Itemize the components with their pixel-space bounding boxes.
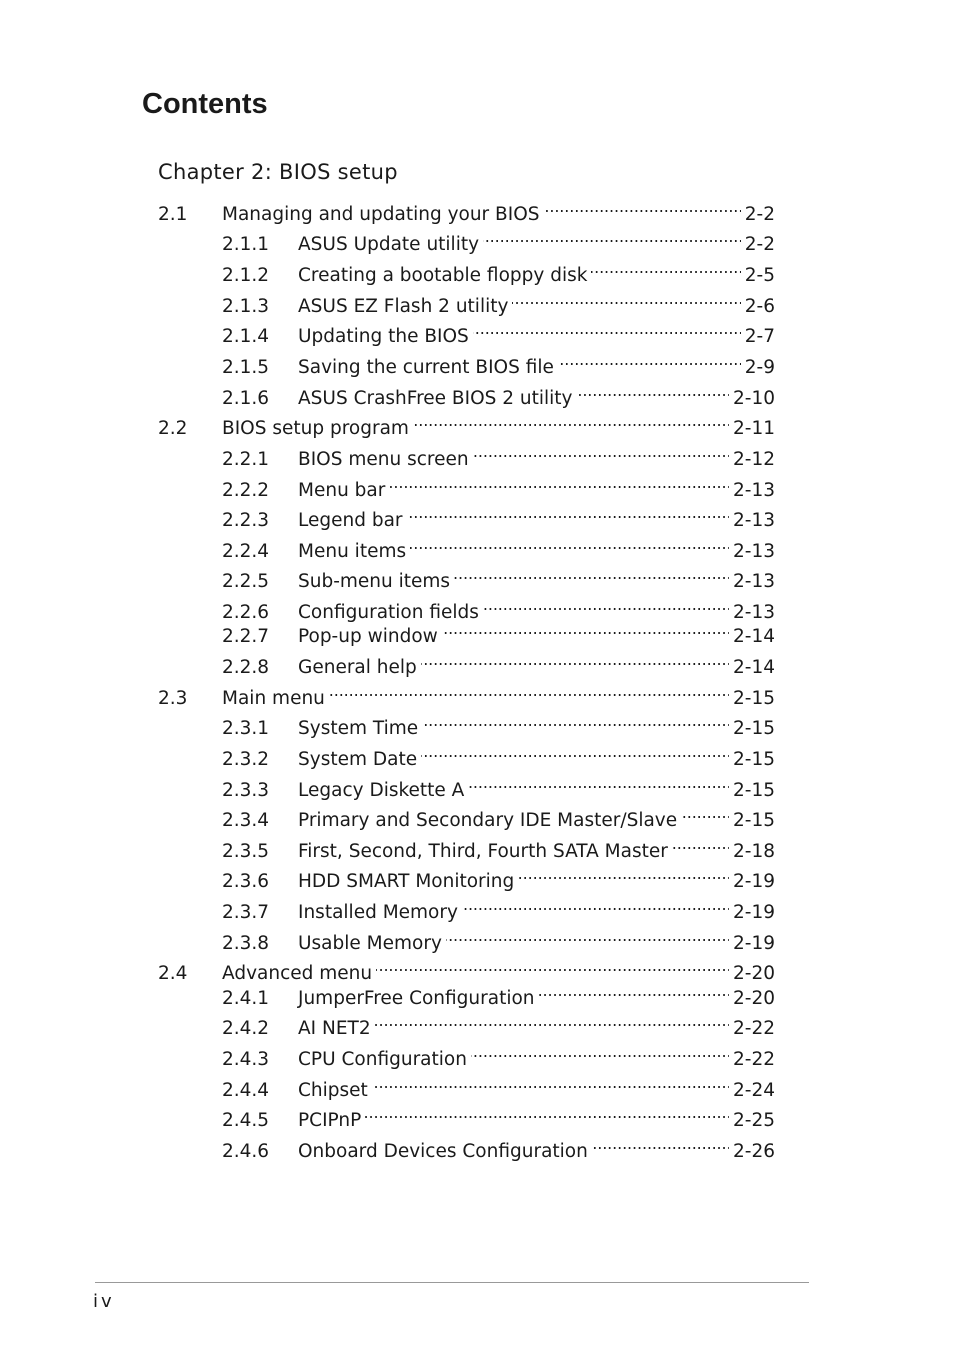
toc-entry[interactable] <box>222 616 775 647</box>
toc-entry-title: Legacy Diskette A <box>298 780 465 801</box>
toc-dot-leader <box>407 500 729 526</box>
toc-dot-leader <box>544 194 741 220</box>
toc-entry-number: 2.3.4 <box>222 810 270 831</box>
toc-dot-leader <box>375 1008 729 1034</box>
toc-dot-leader <box>672 831 729 857</box>
toc-entry-number: 2.3.5 <box>222 841 270 862</box>
toc-entry-number: 2.2.5 <box>222 571 270 592</box>
toc-entry[interactable] <box>222 1131 775 1162</box>
toc-entry-number: 2.1.4 <box>222 326 270 347</box>
toc-dot-leader <box>376 953 729 979</box>
toc-entry-number: 2.4.6 <box>222 1141 270 1162</box>
toc-entry-title: First, Second, Third, Fourth SATA Master <box>298 841 668 862</box>
toc-entry[interactable] <box>222 347 775 378</box>
toc-entry-page: 2-14 <box>733 657 775 678</box>
toc-entry[interactable] <box>222 831 775 862</box>
toc-entry-number: 2.4.3 <box>222 1049 270 1070</box>
toc-entry-title: Main menu <box>222 688 325 709</box>
toc-entry[interactable] <box>222 923 775 954</box>
toc-dot-leader <box>365 1100 729 1126</box>
toc-dot-leader <box>422 708 729 734</box>
toc-entry-page: 2-13 <box>733 571 775 592</box>
toc-entry[interactable] <box>158 194 775 225</box>
toc-dot-leader <box>518 861 729 887</box>
toc-entry-title: ASUS Update utility <box>298 234 480 255</box>
toc-entry[interactable] <box>222 708 775 739</box>
toc-entry-number: 2.3.3 <box>222 780 270 801</box>
toc-dot-leader <box>389 470 729 496</box>
toc-dot-leader <box>471 1039 729 1065</box>
toc-entry-page: 2-19 <box>733 902 775 923</box>
toc-entry-number: 2.1 <box>158 204 188 225</box>
toc-entry-page: 2-11 <box>733 418 775 439</box>
chapter-heading: Chapter 2: BIOS setup <box>158 160 398 184</box>
toc-entry-number: 2.2.1 <box>222 449 270 470</box>
toc-dot-leader <box>413 408 729 434</box>
toc-entry-title: Saving the current BIOS file <box>298 357 554 378</box>
toc-entry-page: 2-18 <box>733 841 775 862</box>
toc-dot-leader <box>592 1131 729 1157</box>
toc-entry-title: Menu items <box>298 541 407 562</box>
toc-entry-title: Usable Memory <box>298 933 442 954</box>
toc-entry[interactable] <box>222 1039 775 1070</box>
toc-entry-page: 2-22 <box>733 1018 775 1039</box>
toc-entry-title: Legend bar <box>298 510 403 531</box>
toc-entry[interactable] <box>222 739 775 770</box>
toc-entry-number: 2.2.6 <box>222 602 270 623</box>
toc-entry-page: 2-15 <box>733 780 775 801</box>
toc-entry-page: 2-12 <box>733 449 775 470</box>
toc-entry-number: 2.3.7 <box>222 902 270 923</box>
toc-entry-page: 2-15 <box>733 810 775 831</box>
toc-entry[interactable] <box>158 953 775 984</box>
toc-entry-number: 2.2.7 <box>222 626 270 647</box>
toc-entry[interactable] <box>222 316 775 347</box>
toc-entry-title: HDD SMART Monitoring <box>298 871 515 892</box>
toc-entry[interactable] <box>222 378 775 409</box>
toc-entry-title: Pop-up window <box>298 626 438 647</box>
toc-entry[interactable] <box>222 1008 775 1039</box>
toc-dot-leader <box>468 770 729 796</box>
toc-entry-title: ASUS EZ Flash 2 utility <box>298 296 509 317</box>
toc-entry[interactable] <box>222 286 775 317</box>
toc-entry-title: ASUS CrashFree BIOS 2 utility <box>298 388 573 409</box>
toc-dot-leader <box>410 531 729 557</box>
toc-entry-title: Chipset <box>298 1080 368 1101</box>
toc-dot-leader <box>539 978 729 1004</box>
toc-entry-number: 2.4.5 <box>222 1110 270 1131</box>
toc-entry-page: 2-7 <box>744 326 775 347</box>
toc-entry-title: Onboard Devices Configuration <box>298 1141 588 1162</box>
toc-entry-page: 2-19 <box>733 871 775 892</box>
toc-entry-number: 2.3.8 <box>222 933 270 954</box>
toc-entry[interactable] <box>222 224 775 255</box>
toc-entry[interactable] <box>222 892 775 923</box>
toc-entry-title: System Date <box>298 749 418 770</box>
toc-entry-page: 2-2 <box>744 234 775 255</box>
toc-entry-title: BIOS setup program <box>222 418 409 439</box>
toc-dot-leader <box>577 378 729 404</box>
toc-entry-title: Primary and Secondary IDE Master/Slave <box>298 810 678 831</box>
toc-entry-title: JumperFree Configuration <box>298 988 535 1009</box>
toc-entry-title: PCIPnP <box>298 1110 362 1131</box>
toc-entry-page: 2-26 <box>733 1141 775 1162</box>
toc-entry[interactable] <box>222 861 775 892</box>
toc-dot-leader <box>446 923 729 949</box>
page-number: iv <box>93 1291 115 1312</box>
toc-entry-number: 2.3.2 <box>222 749 270 770</box>
toc-entry[interactable] <box>222 531 775 562</box>
toc-entry[interactable] <box>222 770 775 801</box>
toc-entry-number: 2.1.5 <box>222 357 270 378</box>
toc-entry-title: General help <box>298 657 417 678</box>
toc-dot-leader <box>462 892 729 918</box>
toc-entry-page: 2-2 <box>744 204 775 225</box>
toc-entry-number: 2.1.3 <box>222 296 270 317</box>
toc-entry[interactable] <box>222 439 775 470</box>
toc-entry-number: 2.4.4 <box>222 1080 270 1101</box>
toc-entry-title: Sub-menu items <box>298 571 451 592</box>
toc-entry[interactable] <box>222 1070 775 1101</box>
toc-dot-leader <box>483 592 729 618</box>
toc-entry[interactable] <box>222 647 775 678</box>
toc-entry[interactable] <box>222 978 775 1009</box>
toc-entry-page: 2-13 <box>733 602 775 623</box>
toc-dot-leader <box>372 1070 729 1096</box>
toc-dot-leader <box>473 316 741 342</box>
toc-entry-title: Creating a bootable floppy disk <box>298 265 588 286</box>
toc-entry-title: Managing and updating your BIOS <box>222 204 540 225</box>
toc-entry-page: 2-10 <box>733 388 775 409</box>
toc-entry-title: System Time <box>298 718 419 739</box>
page-title: Contents <box>142 88 268 120</box>
toc-entry-title: CPU Configuration <box>298 1049 467 1070</box>
toc-entry-number: 2.4.2 <box>222 1018 270 1039</box>
toc-entry-title: Configuration fields <box>298 602 479 623</box>
toc-entry-number: 2.2.3 <box>222 510 270 531</box>
toc-entry-number: 2.3.1 <box>222 718 270 739</box>
toc-entry-page: 2-15 <box>733 749 775 770</box>
toc-dot-leader <box>512 286 740 312</box>
toc-entry-number: 2.3.6 <box>222 871 270 892</box>
toc-entry-page: 2-20 <box>733 963 775 984</box>
toc-entry-page: 2-9 <box>744 357 775 378</box>
toc-dot-leader <box>483 224 741 250</box>
toc-entry-page: 2-13 <box>733 480 775 501</box>
toc-entry-number: 2.1.1 <box>222 234 270 255</box>
toc-entry-number: 2.3 <box>158 688 188 709</box>
toc-dot-leader <box>473 439 729 465</box>
toc-entry[interactable] <box>158 678 775 709</box>
toc-entry-number: 2.2.4 <box>222 541 270 562</box>
toc-entry-number: 2.4.1 <box>222 988 270 1009</box>
toc-entry[interactable] <box>222 592 775 623</box>
toc-entry-number: 2.2 <box>158 418 188 439</box>
toc-dot-leader <box>421 739 729 765</box>
toc-entry-page: 2-13 <box>733 541 775 562</box>
toc-entry-page: 2-15 <box>733 718 775 739</box>
toc-entry-page: 2-6 <box>744 296 775 317</box>
toc-entry-number: 2.4 <box>158 963 188 984</box>
toc-entry-page: 2-19 <box>733 933 775 954</box>
toc-entry-title: Menu bar <box>298 480 386 501</box>
toc-entry[interactable] <box>222 561 775 592</box>
toc-entry-page: 2-14 <box>733 626 775 647</box>
footer-divider <box>95 1282 809 1283</box>
toc-entry[interactable] <box>222 1100 775 1131</box>
toc-entry-title: BIOS menu screen <box>298 449 469 470</box>
toc-entry-page: 2-25 <box>733 1110 775 1131</box>
toc-dot-leader <box>421 647 729 673</box>
toc-entry[interactable] <box>222 470 775 501</box>
toc-entry[interactable] <box>158 408 775 439</box>
toc-entry-number: 2.1.2 <box>222 265 270 286</box>
toc-entry-page: 2-5 <box>744 265 775 286</box>
toc-entry[interactable] <box>222 800 775 831</box>
toc-dot-leader <box>591 255 740 281</box>
toc-entry-number: 2.1.6 <box>222 388 270 409</box>
toc-entry-page: 2-22 <box>733 1049 775 1070</box>
toc-entry-title: Updating the BIOS <box>298 326 469 347</box>
toc-dot-leader <box>558 347 741 373</box>
toc-entry-number: 2.2.8 <box>222 657 270 678</box>
toc-entry-page: 2-20 <box>733 988 775 1009</box>
toc-entry-page: 2-24 <box>733 1080 775 1101</box>
toc-entry-title: Advanced menu <box>222 963 373 984</box>
toc-entry-title: Installed Memory <box>298 902 458 923</box>
toc-entry[interactable] <box>222 500 775 531</box>
toc-dot-leader <box>454 561 729 587</box>
toc-entry-page: 2-13 <box>733 510 775 531</box>
toc-dot-leader <box>442 616 729 642</box>
toc-entry[interactable] <box>222 255 775 286</box>
toc-entry-number: 2.2.2 <box>222 480 270 501</box>
toc-entry-title: AI NET2 <box>298 1018 371 1039</box>
toc-dot-leader <box>681 800 729 826</box>
toc-dot-leader <box>329 678 729 704</box>
toc-entry-page: 2-15 <box>733 688 775 709</box>
